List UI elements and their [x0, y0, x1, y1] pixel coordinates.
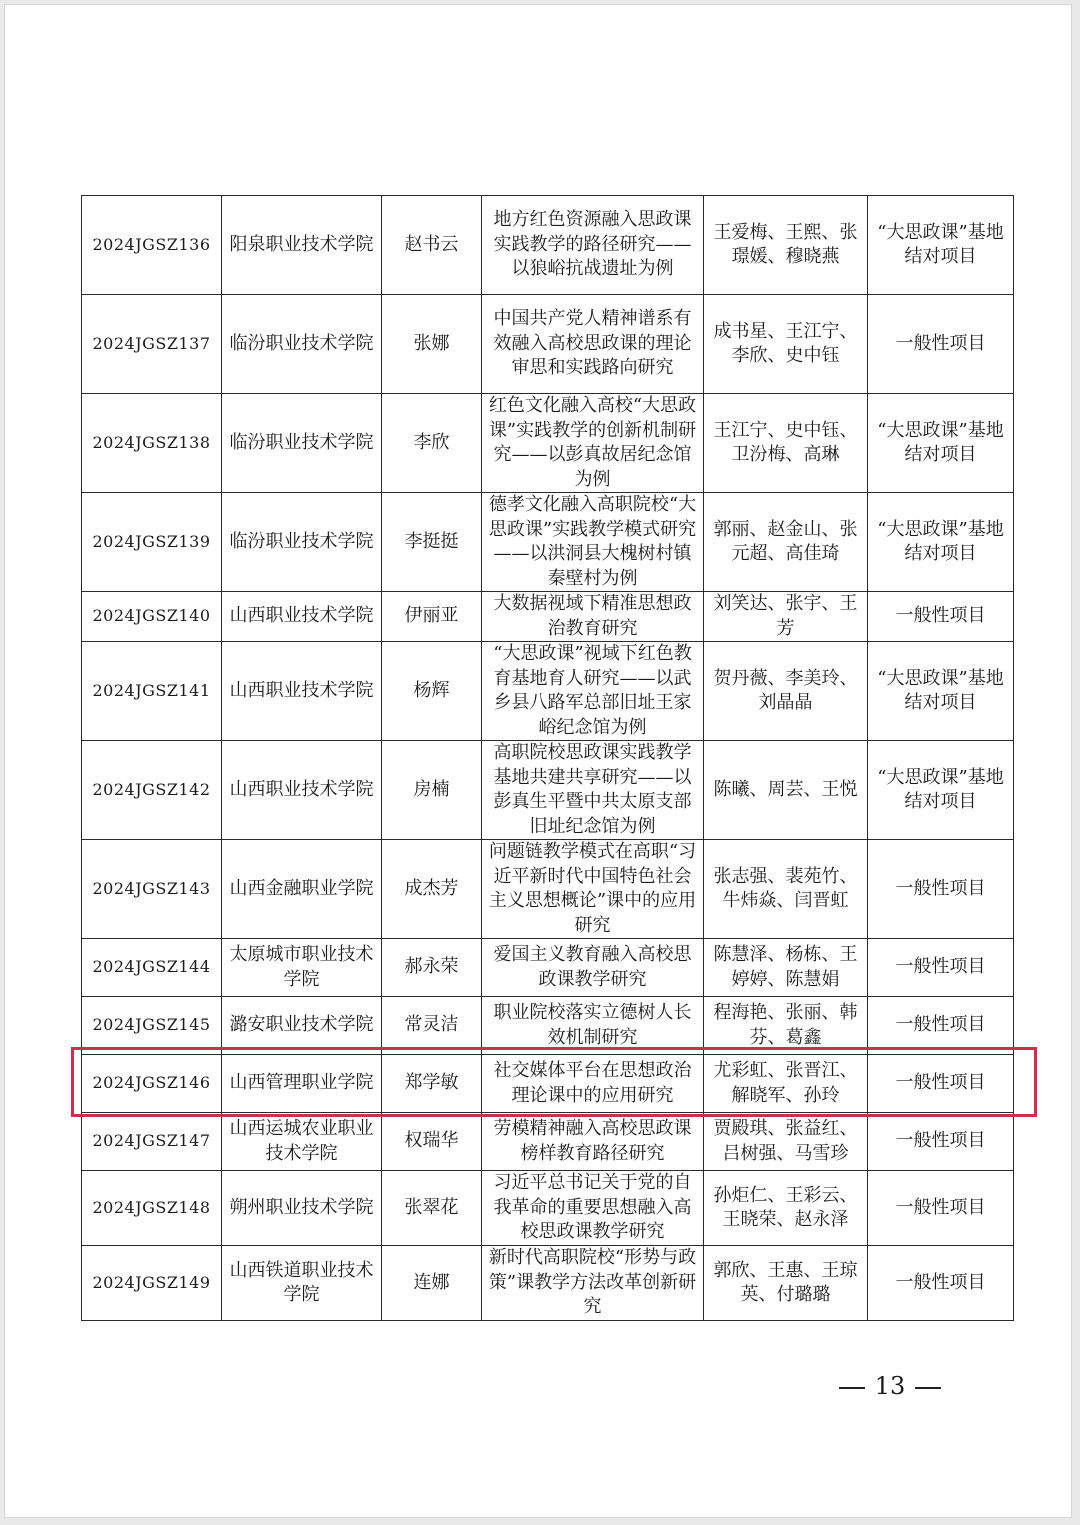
cell-leader [382, 840, 482, 939]
cell-code [82, 295, 222, 394]
cell-members [704, 1246, 868, 1321]
cell-members [704, 196, 868, 295]
cell-title [482, 592, 704, 642]
school-text: 朔州职业技术学院 [229, 1196, 374, 1218]
cell-type [868, 394, 1014, 493]
title-text: 劳模精神融入高校思政课榜样教育路径研究 [493, 1118, 692, 1164]
cell-code [82, 997, 222, 1055]
code-text: 2024JGSZ148 [92, 1197, 211, 1217]
cell-title [482, 1113, 704, 1171]
members-text: 王江宁、史中钰、卫汾梅、高琳 [713, 419, 858, 465]
table-row [82, 196, 1014, 295]
leader-text: 成杰芳 [404, 877, 459, 899]
cell-members [704, 1113, 868, 1171]
code-text: 2024JGSZ147 [92, 1131, 211, 1151]
members-text: 贾殿琪、张益红、吕树强、马雪珍 [713, 1118, 858, 1164]
table-row [82, 394, 1014, 493]
members-text: 王爱梅、王熙、张璟媛、穆晓燕 [713, 221, 858, 267]
cell-type [868, 939, 1014, 997]
type-text: “大思政课”基地结对项目 [877, 518, 1004, 564]
cell-type [868, 840, 1014, 939]
members-text: 尤彩虹、张晋江、解晓军、孙玲 [713, 1060, 858, 1106]
title-text: 社交媒体平台在思想政治理论课中的应用研究 [493, 1060, 692, 1106]
code-text: 2024JGSZ144 [92, 957, 211, 977]
code-text: 2024JGSZ140 [92, 606, 211, 626]
cell-leader [382, 1113, 482, 1171]
type-text: 一般性项目 [895, 332, 986, 354]
cell-leader [382, 1055, 482, 1113]
cell-title [482, 394, 704, 493]
cell-school [222, 1171, 382, 1246]
code-text: 2024JGSZ138 [92, 432, 211, 452]
title-text: 爱国主义教育融入高校思政课教学研究 [493, 944, 692, 990]
cell-school [222, 997, 382, 1055]
cell-type [868, 493, 1014, 592]
leader-text: 权瑞华 [404, 1130, 459, 1152]
leader-text: 郝永荣 [404, 956, 459, 978]
cell-members [704, 939, 868, 997]
leader-text: 张翠花 [404, 1196, 459, 1218]
school-text: 山西职业技术学院 [229, 679, 374, 701]
cell-leader [382, 295, 482, 394]
members-text: 陈曦、周芸、王悦 [713, 778, 858, 800]
school-text: 山西管理职业学院 [229, 1072, 374, 1094]
code-text: 2024JGSZ143 [92, 878, 211, 898]
cell-school [222, 939, 382, 997]
type-text: “大思政课”基地结对项目 [877, 221, 1004, 267]
cell-title [482, 1246, 704, 1321]
type-text: 一般性项目 [895, 1196, 986, 1218]
cell-leader [382, 741, 482, 840]
code-text: 2024JGSZ141 [92, 680, 211, 700]
cell-code [82, 1055, 222, 1113]
cell-leader [382, 394, 482, 493]
cell-code [82, 1246, 222, 1321]
type-text: 一般性项目 [895, 1072, 986, 1094]
members-text: 贺丹薇、李美玲、刘晶晶 [713, 667, 858, 713]
cell-title [482, 1171, 704, 1246]
school-text: 山西铁道职业技术学院 [229, 1259, 374, 1305]
school-text: 山西职业技术学院 [229, 778, 374, 800]
cell-code [82, 493, 222, 592]
members-text: 张志强、裴苑竹、牛炜焱、闫晋虹 [713, 865, 858, 911]
members-text: 郭欣、王惠、王琼英、付璐璐 [713, 1259, 858, 1305]
cell-title [482, 196, 704, 295]
cell-type [868, 592, 1014, 642]
cell-title [482, 741, 704, 840]
cell-school [222, 1246, 382, 1321]
cell-members [704, 840, 868, 939]
cell-leader [382, 939, 482, 997]
cell-members [704, 1171, 868, 1246]
members-text: 刘笑达、张宇、王芳 [713, 593, 858, 639]
table-row [82, 840, 1014, 939]
cell-code [82, 741, 222, 840]
cell-title [482, 997, 704, 1055]
title-text: 高职院校思政课实践教学基地共建共享研究——以彭真生平暨中共太原支部旧址纪念馆为例 [493, 742, 692, 837]
cell-school [222, 642, 382, 741]
cell-school [222, 196, 382, 295]
cell-members [704, 1055, 868, 1113]
members-text: 孙炬仁、王彩云、王晓荣、赵永泽 [713, 1184, 858, 1230]
cell-title [482, 1055, 704, 1113]
cell-type [868, 1246, 1014, 1321]
table-row [82, 997, 1014, 1055]
cell-type [868, 1055, 1014, 1113]
cell-code [82, 592, 222, 642]
cell-leader [382, 997, 482, 1055]
cell-type [868, 295, 1014, 394]
page-number [820, 1372, 960, 1400]
cell-title [482, 840, 704, 939]
leader-text: 杨辉 [413, 679, 450, 701]
cell-code [82, 1113, 222, 1171]
school-text: 阳泉职业技术学院 [229, 233, 374, 255]
cell-code [82, 642, 222, 741]
title-text: 中国共产党人精神谱系有效融入高校思政课的理论审思和实践路向研究 [493, 308, 692, 379]
cell-school [222, 1113, 382, 1171]
type-text: “大思政课”基地结对项目 [877, 667, 1004, 713]
cell-school [222, 394, 382, 493]
cell-type [868, 741, 1014, 840]
cell-title [482, 493, 704, 592]
title-text: 习近平总书记关于党的自我革命的重要思想融入高校思政课教学研究 [493, 1172, 692, 1243]
cell-members [704, 493, 868, 592]
cell-title [482, 295, 704, 394]
type-text: 一般性项目 [895, 956, 986, 978]
cell-members [704, 295, 868, 394]
title-text: 德孝文化融入高职院校“大思政课”实践教学模式研究——以洪洞县大槐树村镇秦壁村为例 [488, 494, 697, 589]
project-table [81, 195, 1014, 1321]
cell-code [82, 196, 222, 295]
type-text: “大思政课”基地结对项目 [877, 766, 1004, 812]
cell-members [704, 741, 868, 840]
members-text: 成书星、王江宁、李欣、史中钰 [713, 320, 858, 366]
cell-school [222, 840, 382, 939]
title-text: 大数据视域下精准思想政治教育研究 [493, 593, 692, 639]
code-text: 2024JGSZ149 [92, 1272, 211, 1292]
table-row [82, 592, 1014, 642]
cell-school [222, 1055, 382, 1113]
cell-leader [382, 592, 482, 642]
type-text: 一般性项目 [895, 1130, 986, 1152]
cell-leader [382, 196, 482, 295]
title-text: 地方红色资源融入思政课实践教学的路径研究——以狼峪抗战遗址为例 [493, 209, 692, 280]
table-row [82, 1171, 1014, 1246]
cell-type [868, 1113, 1014, 1171]
cell-leader [382, 1171, 482, 1246]
type-text: 一般性项目 [895, 877, 986, 899]
cell-leader [382, 1246, 482, 1321]
cell-school [222, 741, 382, 840]
leader-text: 伊丽亚 [404, 605, 459, 627]
cell-school [222, 592, 382, 642]
cell-school [222, 295, 382, 394]
school-text: 山西金融职业学院 [229, 877, 374, 899]
code-text: 2024JGSZ137 [92, 333, 211, 353]
school-text: 潞安职业技术学院 [229, 1014, 374, 1036]
table-row [82, 493, 1014, 592]
cell-title [482, 939, 704, 997]
cell-type [868, 997, 1014, 1055]
leader-text: 连娜 [413, 1271, 450, 1293]
table-row [82, 741, 1014, 840]
table-row [82, 1246, 1014, 1321]
table-row [82, 295, 1014, 394]
cell-school [222, 493, 382, 592]
leader-text: 赵书云 [404, 233, 459, 255]
cell-code [82, 394, 222, 493]
code-text: 2024JGSZ142 [92, 779, 211, 799]
page-number-value: 13 [874, 1372, 906, 1400]
table-row [82, 642, 1014, 741]
leader-text: 房楠 [413, 778, 450, 800]
leader-text: 常灵洁 [404, 1014, 459, 1036]
leader-text: 李欣 [413, 431, 450, 453]
school-text: 临汾职业技术学院 [229, 431, 374, 453]
type-text: 一般性项目 [895, 1271, 986, 1293]
members-text: 郭丽、赵金山、张元超、高佳琦 [713, 518, 858, 564]
cell-members [704, 592, 868, 642]
code-text: 2024JGSZ145 [92, 1015, 211, 1035]
cell-code [82, 939, 222, 997]
cell-type [868, 196, 1014, 295]
cell-type [868, 642, 1014, 741]
school-text: 临汾职业技术学院 [229, 530, 374, 552]
members-text: 程海艳、张丽、韩芬、葛鑫 [713, 1002, 858, 1048]
code-text: 2024JGSZ136 [92, 234, 211, 254]
cell-members [704, 642, 868, 741]
school-text: 太原城市职业技术学院 [229, 944, 374, 990]
leader-text: 李挺挺 [404, 530, 459, 552]
title-text: 问题链教学模式在高职“习近平新时代中国特色社会主义思想概论”课中的应用研究 [488, 841, 697, 936]
leader-text: 郑学敏 [404, 1072, 459, 1094]
school-text: 临汾职业技术学院 [229, 332, 374, 354]
cell-title [482, 642, 704, 741]
code-text: 2024JGSZ146 [92, 1073, 211, 1093]
cell-code [82, 1171, 222, 1246]
code-text: 2024JGSZ139 [92, 531, 211, 551]
school-text: 山西运城农业职业技术学院 [229, 1118, 374, 1164]
type-text: “大思政课”基地结对项目 [877, 419, 1004, 465]
title-text: “大思政课”视域下红色教育基地育人研究——以武乡县八路军总部旧址王家峪纪念馆为例 [493, 643, 692, 738]
title-text: 新时代高职院校“形势与政策”课教学方法改革创新研究 [488, 1247, 697, 1318]
cell-type [868, 1171, 1014, 1246]
cell-members [704, 394, 868, 493]
table-row [82, 1113, 1014, 1171]
title-text: 职业院校落实立德树人长效机制研究 [493, 1002, 692, 1048]
title-text: 红色文化融入高校“大思政课”实践教学的创新机制研究——以彭真故居纪念馆为例 [488, 395, 697, 490]
cell-code [82, 840, 222, 939]
cell-leader [382, 642, 482, 741]
type-text: 一般性项目 [895, 605, 986, 627]
table-row [82, 1055, 1014, 1113]
cell-members [704, 997, 868, 1055]
school-text: 山西职业技术学院 [229, 605, 374, 627]
leader-text: 张娜 [413, 332, 450, 354]
type-text: 一般性项目 [895, 1014, 986, 1036]
table-row [82, 939, 1014, 997]
members-text: 陈慧泽、杨栋、王婷婷、陈慧娟 [713, 944, 858, 990]
cell-leader [382, 493, 482, 592]
